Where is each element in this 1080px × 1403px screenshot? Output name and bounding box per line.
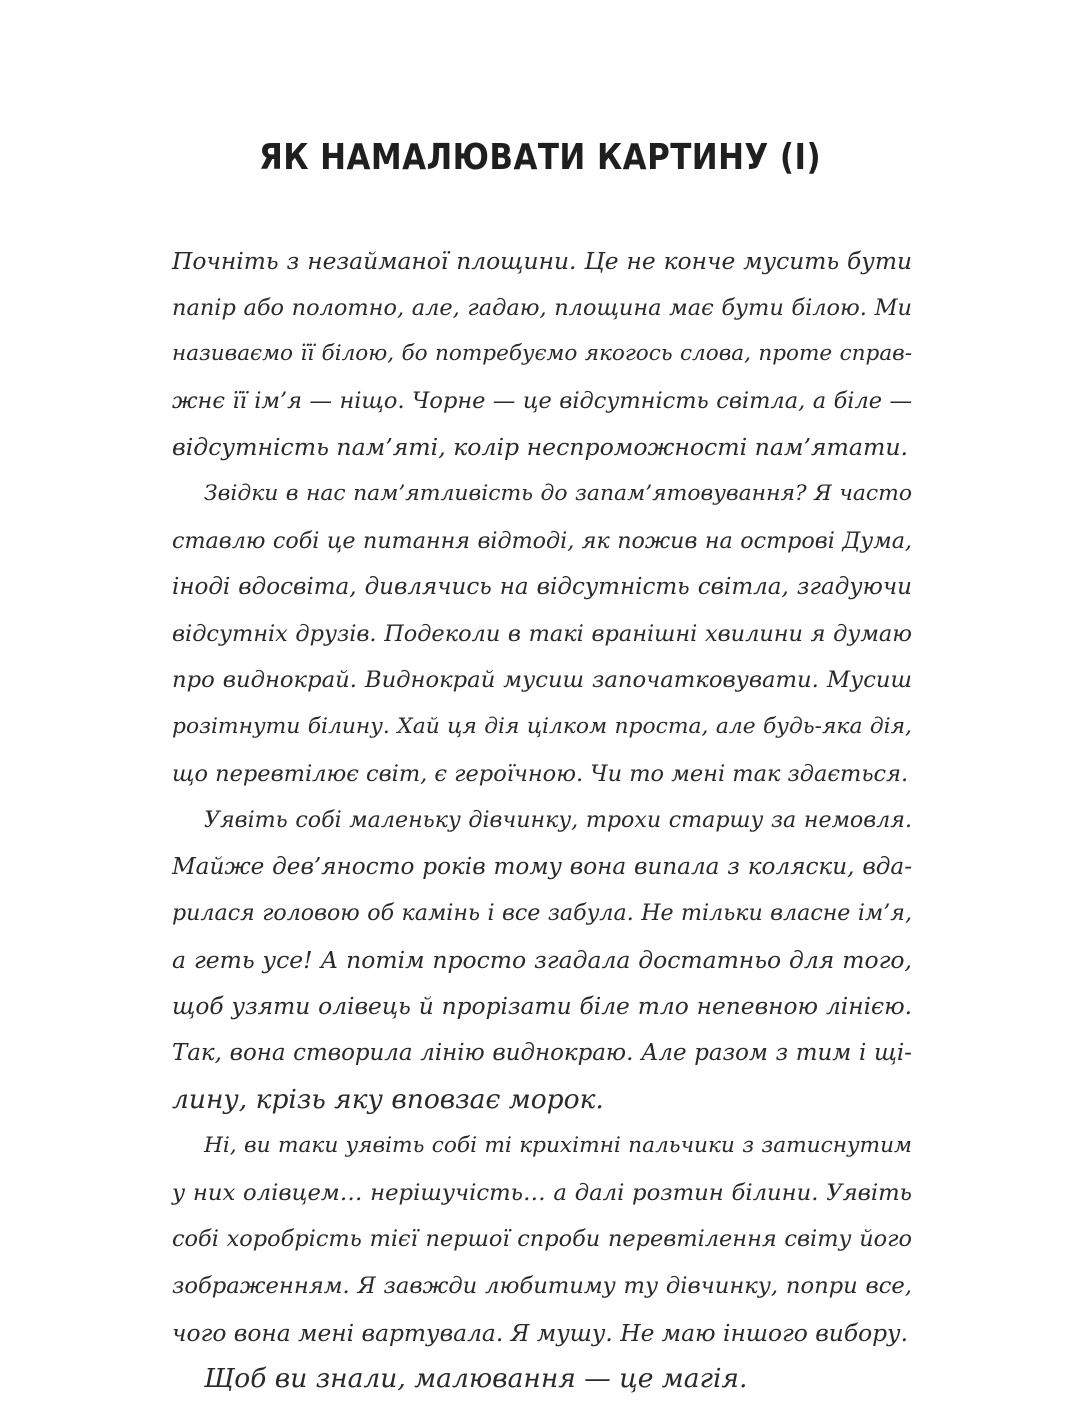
text-line: Уявіть собі маленьку дівчинку, трохи старшу за немовля. xyxy=(204,807,912,834)
text-line: Так, вона створила лінію виднокраю. Але разом з тим і щі- xyxy=(172,1040,912,1067)
paragraph xyxy=(172,797,912,1123)
text-line: у них олівцем… нерішучість… а далі розтин білини. Уявіть xyxy=(172,1179,912,1206)
text-line: ставлю собі це питання відтоді, як пожив на острові Дума, xyxy=(172,527,912,554)
text-line: іноді вдосвіта, дивлячись на відсутність світла, згадуючи xyxy=(172,574,912,601)
text-line: щоб узяти олівець й прорізати біле тло непевною лінією. xyxy=(172,992,912,1020)
body-text xyxy=(172,238,912,1403)
text-line: Майже дев’яносто років тому вона випала з коляски, вда- xyxy=(172,853,912,880)
paragraph xyxy=(172,1356,912,1403)
text-line: папір або полотно, але, гадаю, площина має бути білою. Ми xyxy=(172,294,912,321)
paragraph xyxy=(172,238,912,471)
text-line: Звідки в нас пам’ятливість до запам’ятовування? Я часто xyxy=(204,480,912,506)
text-line: Щоб ви знали, малювання — це магія. xyxy=(204,1363,748,1395)
text-line: розітнути білину. Хай ця дія цілком проста, але будь-яка дія, xyxy=(172,713,912,739)
text-line: чого вона мені вартувала. Я мушу. Не маю іншого вибору. xyxy=(172,1318,908,1347)
paragraph xyxy=(172,471,912,797)
text-line: а геть усе! А потім просто згадала достатньо для того, xyxy=(172,945,912,974)
chapter-title: ЯК НАМАЛЮВАТИ КАРТИНУ (І) xyxy=(258,137,822,178)
text-line: собі хоробрість тієї першої спроби перевтілення світу його xyxy=(172,1226,912,1253)
text-line: рилася головою об камінь і все забула. Не тільки власне ім’я, xyxy=(172,900,912,927)
paragraph xyxy=(172,1123,912,1356)
text-line: зображенням. Я завжди любитиму ту дівчинку, попри все, xyxy=(172,1273,912,1300)
text-line: відсутність пам’яті, колір неспроможності пам’ятати. xyxy=(172,433,908,462)
text-line: про виднокрай. Виднокрай мусиш започатковувати. Мусиш xyxy=(172,667,912,694)
text-line: називаємо її білою, бо потребуємо якогось слова, проте справ- xyxy=(172,341,912,367)
text-line: що перевтілює світ, є героїчною. Чи то мені так здається. xyxy=(172,760,909,787)
text-line: Ні, ви таки уявіть собі ті крихітні пальчики з затиснутим xyxy=(204,1133,912,1159)
text-line: жнє її ім’я — ніщо. Чорне — це відсутність світла, а біле — xyxy=(172,387,912,414)
text-line: Почніть з незайманої площини. Це не конче мусить бути xyxy=(172,247,912,275)
text-line: лину, крізь яку вповзає морок. xyxy=(172,1083,604,1115)
text-line: відсутніх друзів. Подеколи в такі вранішні хвилини я думаю xyxy=(172,620,912,647)
